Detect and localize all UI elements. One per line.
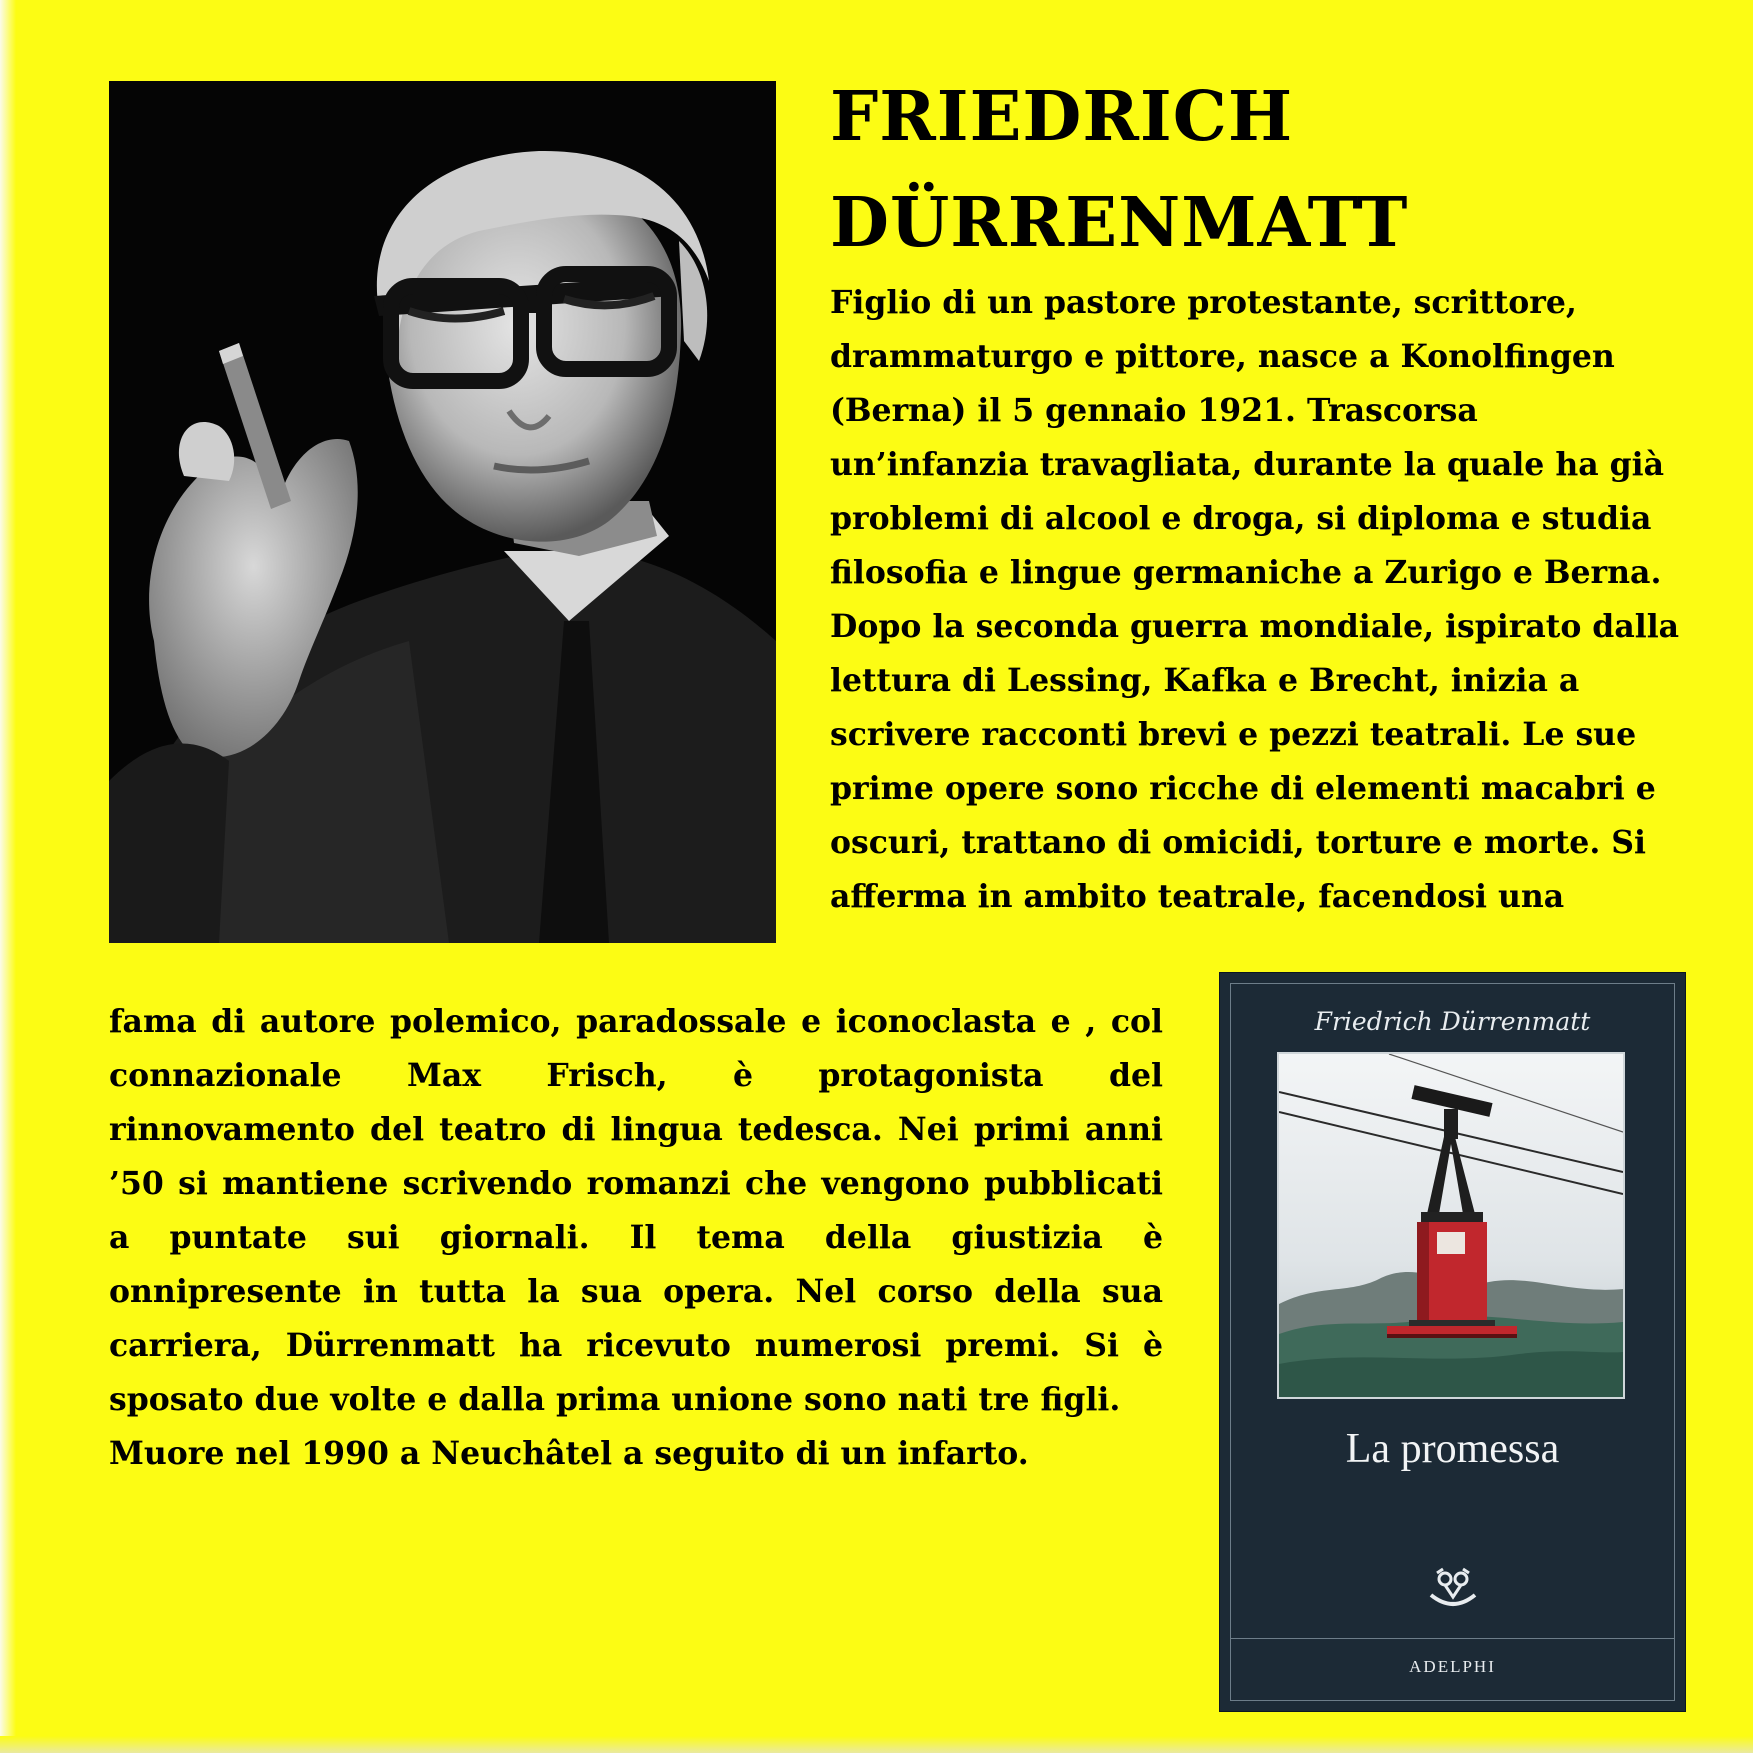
bio-line: a puntate sui giornali. Il tema della giustizia è bbox=[109, 1219, 1163, 1256]
bio-line: onnipresente in tutta la sua opera. Nel corso della sua bbox=[109, 1273, 1163, 1310]
book-publisher: ADELPHI bbox=[1409, 1657, 1496, 1676]
page-title bbox=[830, 64, 1408, 276]
bio-line: filosofia e lingue germaniche a Zurigo e Berna. bbox=[830, 554, 1662, 591]
bio-line: scrivere racconti brevi e pezzi teatrali. Le sue bbox=[830, 716, 1637, 753]
bio-line: rinnovamento del teatro di lingua tedesca. Nei primi anni bbox=[109, 1111, 1163, 1148]
book-title: La promessa bbox=[1345, 1426, 1560, 1472]
title-first-name: FRIEDRICH bbox=[830, 77, 1294, 157]
publisher-logo-icon bbox=[1423, 1565, 1483, 1615]
bio-line: problemi di alcool e droga, si diploma e studia bbox=[830, 500, 1652, 537]
cable-car-illustration bbox=[1277, 1052, 1625, 1399]
bio-line: ’50 si mantiene scrivendo romanzi che vengono pubblicati bbox=[109, 1165, 1163, 1202]
bio-line: oscuri, trattano di omicidi, torture e morte. Si bbox=[830, 824, 1647, 861]
bio-text-bottom bbox=[109, 995, 1163, 1481]
bio-line: un’infanzia travagliata, durante la quale ha già bbox=[830, 446, 1664, 483]
bio-line: carriera, Dürrenmatt ha ricevuto numerosi premi. Si è bbox=[109, 1327, 1163, 1364]
author-portrait-photo bbox=[109, 81, 776, 943]
title-last-name: DÜRRENMATT bbox=[830, 183, 1409, 263]
bio-line: fama di autore polemico, paradossale e iconoclasta e , col bbox=[109, 1003, 1163, 1040]
bio-text-top bbox=[830, 276, 1710, 924]
bio-line: connazionale Max Frisch, è protagonista del bbox=[109, 1057, 1163, 1094]
bio-line: lettura di Lessing, Kafka e Brecht, inizia a bbox=[830, 662, 1580, 699]
bio-line: prime opere sono ricche di elementi macabri e bbox=[830, 770, 1656, 807]
bio-line: (Berna) il 5 gennaio 1921. Trascorsa bbox=[830, 392, 1478, 429]
page-edge-left bbox=[0, 0, 16, 1753]
bio-line: drammaturgo e pittore, nasce a Konolfingen bbox=[830, 338, 1615, 375]
bio-line: Figlio di un pastore protestante, scrittore, bbox=[830, 284, 1577, 321]
bio-line: Dopo la seconda guerra mondiale, ispirato dalla bbox=[830, 608, 1680, 645]
bio-line: sposato due volte e dalla prima unione sono nati tre figli. bbox=[109, 1381, 1121, 1418]
book-author: Friedrich Dürrenmatt bbox=[1314, 1007, 1591, 1036]
bio-line: Muore nel 1990 a Neuchâtel a seguito di un infarto. bbox=[109, 1435, 1029, 1472]
page-edge-bottom bbox=[0, 1736, 1753, 1753]
book-cover bbox=[1220, 973, 1685, 1711]
book-divider bbox=[1230, 1638, 1675, 1639]
bio-line: afferma in ambito teatrale, facendosi una bbox=[830, 878, 1565, 915]
